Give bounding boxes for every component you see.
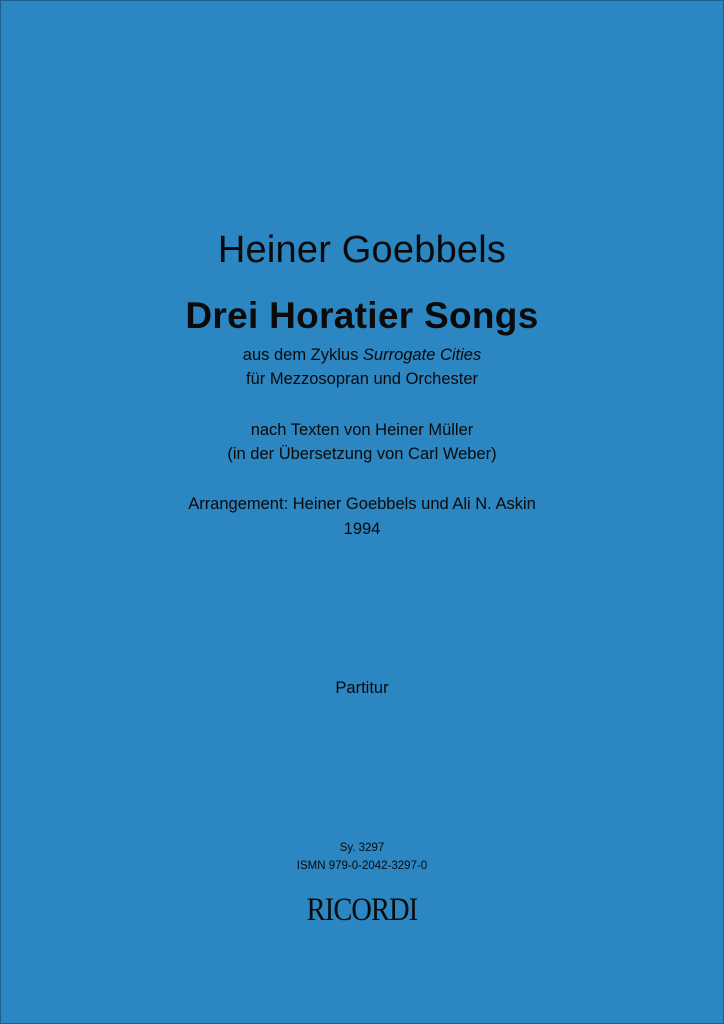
text-source-line: nach Texten von Heiner Müller	[250, 421, 474, 439]
work-title: Drei Horatier Songs	[185, 295, 539, 336]
year-line: 1994	[343, 520, 381, 538]
cycle-line	[1, 346, 723, 365]
cycle-prefix: aus dem Zyklus	[242, 346, 363, 364]
catalog-number: Sy. 3297	[339, 842, 385, 854]
translation-line: (in der Übersetzung von Carl Weber)	[227, 445, 497, 463]
ismn-number: ISMN 979-0-2042-3297-0	[296, 860, 428, 872]
scoring-line: für Mezzosopran und Orchester	[245, 370, 479, 388]
arrangement-line: Arrangement: Heiner Goebbels und Ali N. Askin	[188, 495, 536, 513]
publisher-logo: RICORDI	[306, 892, 418, 928]
edition-type: Partitur	[335, 679, 389, 697]
composer-name: Heiner Goebbels	[217, 229, 507, 271]
cycle-name: Surrogate Cities	[362, 346, 482, 364]
